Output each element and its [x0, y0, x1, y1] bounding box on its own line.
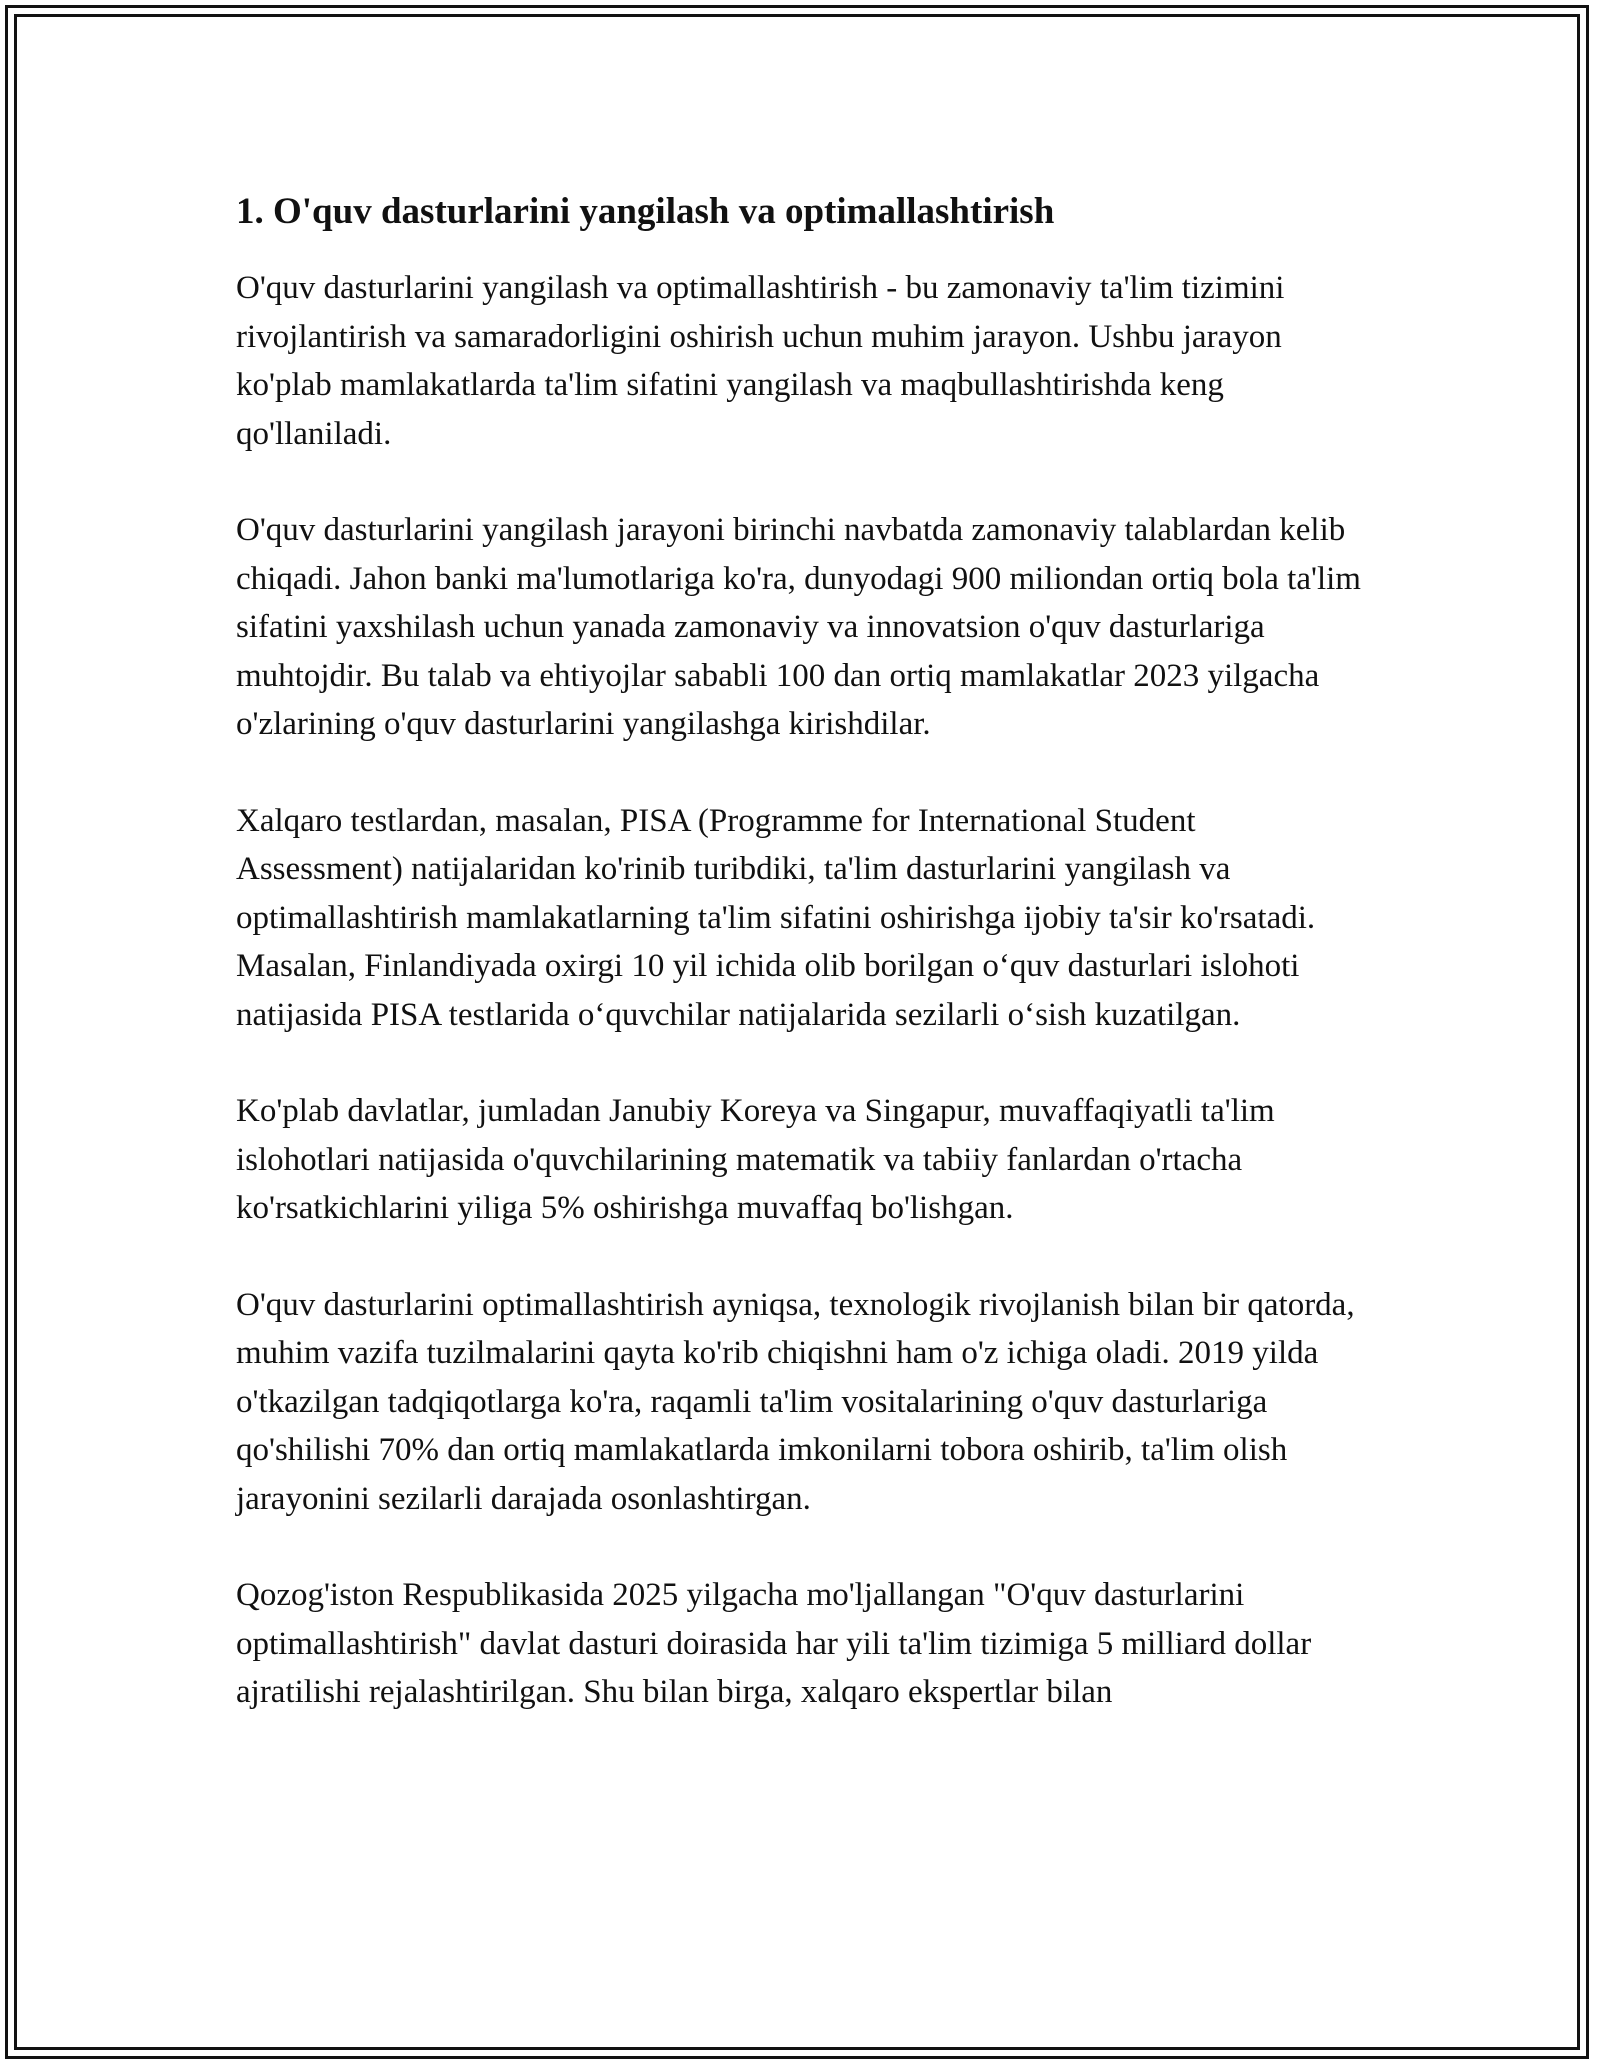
paragraph: Qozog'iston Respublikasida 2025 yilgacha mo'ljallangan "O'quv dasturlarini optimallashtirish" davlat dasturi doirasida har yili ta'lim tizimiga 5 milliard dollar ajratilishi rejalashtirilgan. Shu bilan birga, xalqaro ekspertlar bilan [236, 1577, 1312, 1710]
paragraph: O'quv dasturlarini yangilash jarayoni birinchi navbatda zamonaviy talablardan kelib chiqadi. Jahon banki ma'lumotlariga ko'ra, dunyodagi 900 miliondan ortiq bola ta'lim sifatini yaxshilash uchun yanada zamonaviy va innovatsion o'quv dasturlariga muhtojdir. Bu talab va ehtiyojlar sababli 100 dan ortiq mamlakatlar 2023 yilgacha o'zlarining o'quv dasturlarini yangilashga kirishdilar. [236, 512, 1361, 742]
paragraph: Ko'plab davlatlar, jumladan Janubiy Koreya va Singapur, muvaffaqiyatli ta'lim islohotlari natijasida o'quvchilarining matematik va tabiiy fanlardan o'rtacha ko'rsatkichlarini yiliga 5% oshirishga muvaffaq bo'lishgan. [236, 1093, 1275, 1226]
paragraph: O'quv dasturlarini optimallashtirish ayniqsa, texnologik rivojlanish bilan bir qatorda, muhim vazifa tuzilmalarini qayta ko'rib chiqishni ham o'z ichiga oladi. 2019 yilda o'tkazilgan tadqiqotlarga ko'ra, raqamli ta'lim vositalarining o'quv dasturlariga qo'shilishi 70% dan ortiq mamlakatlarda imkonilarni tobora oshirib, ta'lim olish jarayonini sezilarli darajada osonlashtirgan. [236, 1286, 1355, 1517]
section-heading: 1. O'quv dasturlarini yangilash va optimallashtirish [236, 191, 1055, 232]
paragraph: Xalqaro testlardan, masalan, PISA (Programme for International Student Assessment) natijalaridan ko'rinib turibdiki, ta'lim dasturlarini yangilash va optimallashtirish mamlakatlarning ta'lim sifatini oshirishga ijobiy ta'sir ko'rsatadi. Masalan, Finlandiyada oxirgi 10 yil ichida olib borilgan o‘quv dasturlari islohoti natijasida PISA testlarida o‘quvchilar natijalarida sezilarli o‘sish kuzatilgan. [236, 802, 1316, 1033]
document-body [236, 186, 1366, 1765]
paragraph: O'quv dasturlarini yangilash va optimallashtirish - bu zamonaviy ta'lim tizimini rivojlantirish va samaradorligini oshirish uchun muhim jarayon. Ushbu jarayon ko'plab mamlakatlarda ta'lim sifatini yangilash va maqbullashtirishda keng qo'llaniladi. [236, 270, 1285, 452]
